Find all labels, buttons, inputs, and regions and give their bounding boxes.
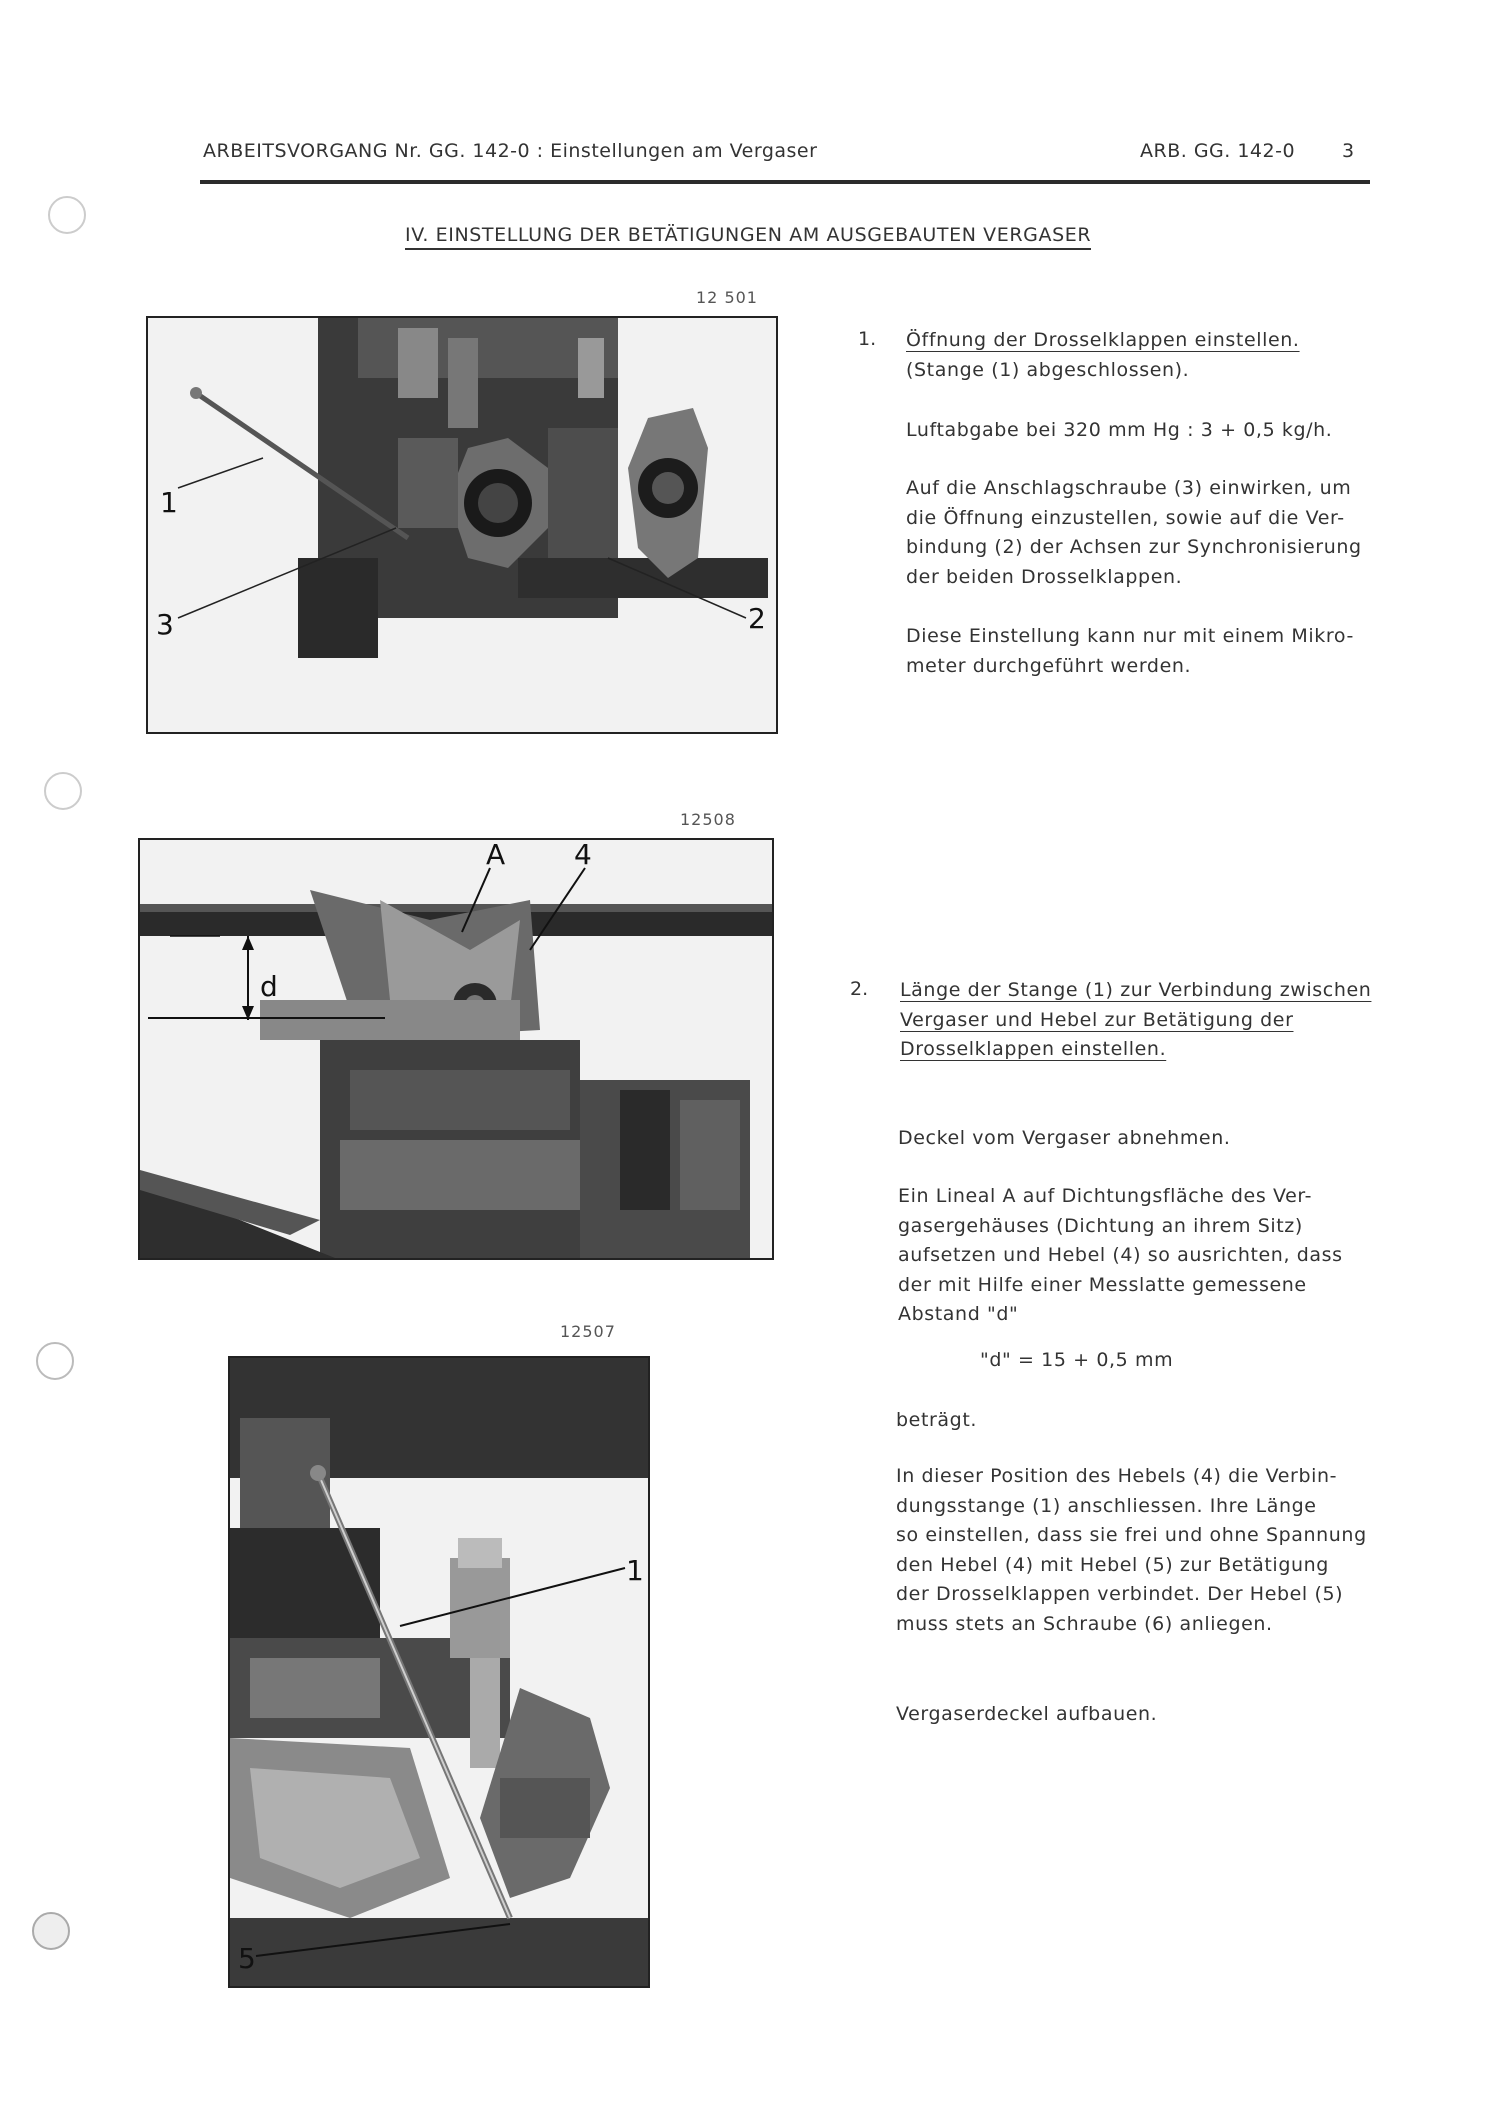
step-2-paragraph-5: Vergaserdeckel aufbauen. — [896, 1703, 1158, 1725]
text-line: der Drosselklappen verbindet. Der Hebel (5) — [896, 1583, 1344, 1605]
text-line: Ein Lineal A auf Dichtungsfläche des Ver- — [898, 1185, 1313, 1207]
figure-3-photo — [228, 1356, 650, 1988]
callout-d: d — [260, 970, 278, 1003]
step-2-paragraph-4 — [896, 1462, 1367, 1639]
callout-1: 1 — [626, 1554, 644, 1587]
text-line: gasergehäuses (Dichtung an ihrem Sitz) — [898, 1214, 1303, 1237]
header-ref: ARB. GG. 142-0 — [1140, 140, 1296, 162]
step-1-title-line2: (Stange (1) abgeschlossen). — [906, 358, 1190, 381]
step-1-number: 1. — [858, 328, 877, 350]
callout-4: 4 — [574, 838, 592, 871]
section-title-text: IV. EINSTELLUNG DER BETÄTIGUNGEN AM AUSGEBAUTEN VERGASER — [405, 224, 1091, 250]
carburetor-photo-2 — [140, 840, 772, 1258]
header-rule — [200, 180, 1370, 184]
step-2-title-line: Drosselklappen einstellen. — [900, 1038, 1167, 1060]
callout-2: 2 — [748, 602, 766, 635]
text-line: meter durchgeführt werden. — [906, 654, 1192, 677]
step-2-formula: "d" = 15 + 0,5 mm — [980, 1349, 1174, 1371]
section-title — [405, 224, 1091, 246]
step-1-title — [906, 326, 1300, 385]
punch-hole — [48, 196, 86, 234]
punch-hole — [44, 772, 82, 810]
text-line: die Öffnung einzustellen, sowie auf die Ver- — [906, 506, 1345, 529]
step-2-number: 2. — [850, 978, 869, 1000]
text-line: der mit Hilfe einer Messlatte gemessene — [898, 1273, 1307, 1296]
step-2-title — [900, 976, 1371, 1065]
figure-3-number: 12507 — [560, 1322, 616, 1341]
carburetor-photo-3 — [230, 1358, 648, 1986]
text-line: bindung (2) der Achsen zur Synchronisierung — [906, 536, 1362, 558]
callout-3: 3 — [156, 608, 174, 641]
text-line: der beiden Drosselklappen. — [906, 565, 1183, 588]
step-1-title-line1: Öffnung der Drosselklappen einstellen. — [906, 329, 1300, 351]
step-2-paragraph-1: Deckel vom Vergaser abnehmen. — [898, 1127, 1231, 1149]
text-line: aufsetzen und Hebel (4) so ausrichten, dass — [898, 1244, 1343, 1266]
header-left: ARBEITSVORGANG Nr. GG. 142-0 : Einstellungen am Vergaser — [203, 140, 818, 162]
figure-1-number: 12 501 — [696, 288, 758, 307]
step-1-airflow: Luftabgabe bei 320 mm Hg : 3 + 0,5 kg/h. — [906, 419, 1333, 441]
figure-2-number: 12508 — [680, 810, 736, 829]
text-line: Auf die Anschlagschraube (3) einwirken, um — [906, 477, 1352, 499]
page-number: 3 — [1342, 140, 1355, 162]
text-line: In dieser Position des Hebels (4) die Verbin- — [896, 1465, 1338, 1487]
figure-2-photo — [138, 838, 774, 1260]
punch-hole — [36, 1342, 74, 1380]
text-line: so einstellen, dass sie frei und ohne Spannung — [896, 1524, 1367, 1546]
callout-A: A — [486, 838, 506, 871]
text-line: Diese Einstellung kann nur mit einem Mikro- — [906, 625, 1354, 647]
callout-1: 1 — [160, 486, 178, 519]
step-2-title-line: Länge der Stange (1) zur Verbindung zwischen — [900, 979, 1372, 1001]
step-1-paragraph-3 — [906, 622, 1354, 681]
punch-hole — [32, 1912, 70, 1950]
text-line: muss stets an Schraube (6) anliegen. — [896, 1612, 1273, 1635]
step-2-title-line: Vergaser und Hebel zur Betätigung der — [900, 1008, 1294, 1031]
step-2-paragraph-3: beträgt. — [896, 1409, 978, 1431]
callout-5: 5 — [238, 1942, 256, 1975]
step-1-paragraph-2 — [906, 474, 1362, 592]
step-2-paragraph-2 — [898, 1182, 1343, 1330]
carburetor-photo-1 — [148, 318, 776, 732]
text-line: Abstand "d" — [898, 1303, 1019, 1325]
text-line: den Hebel (4) mit Hebel (5) zur Betätigung — [896, 1553, 1329, 1576]
text-line: dungsstange (1) anschliessen. Ihre Länge — [896, 1494, 1317, 1517]
figure-1-photo — [146, 316, 778, 734]
